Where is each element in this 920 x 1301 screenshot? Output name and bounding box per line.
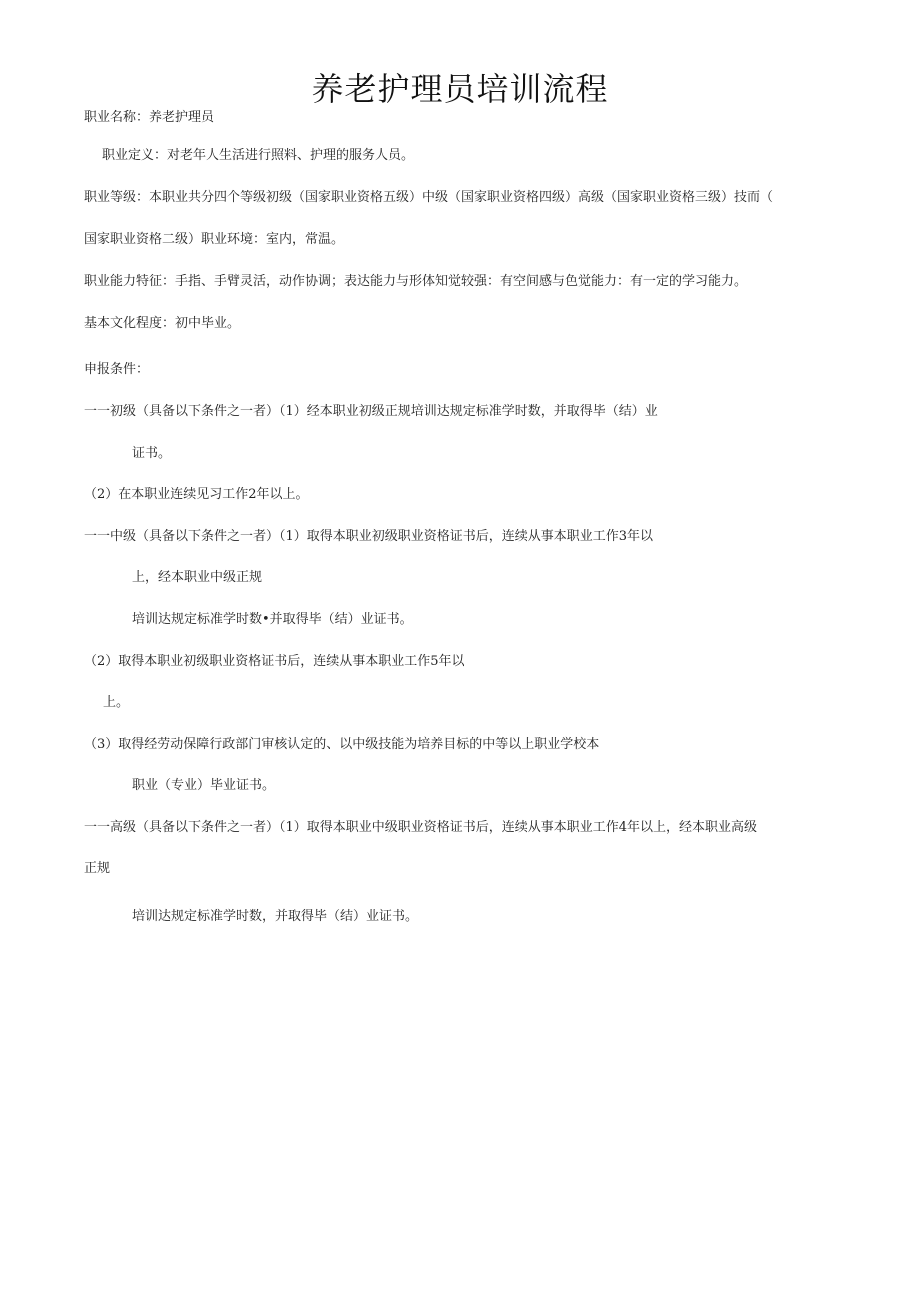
senior-level-condition-1-continued: 正规 bbox=[84, 861, 111, 876]
occupation-ability: 职业能力特征：手指、手臂灵活，动作协调；表达能力与形体知觉较强：有空间感与色觉能力：有一定的学习能力。 bbox=[84, 274, 748, 289]
senior-level-condition-1-continued-2: 培训达规定标准学时数，并取得毕（结）业证书。 bbox=[132, 909, 419, 924]
intermediate-level-condition-2-continued: 上。 bbox=[103, 695, 130, 710]
intermediate-level-condition-1-continued: 上，经本职业中级正规 bbox=[132, 570, 263, 585]
junior-level-condition-1: 一一初级（具备以下条件之一者）（1）经本职业初级正规培训达规定标准学时数，并取得毕（结）业 bbox=[84, 404, 658, 419]
junior-level-condition-1-continued: 证书。 bbox=[132, 446, 172, 461]
junior-level-condition-2: （2）在本职业连续见习工作2年以上。 bbox=[84, 487, 309, 502]
occupation-definition: 职业定义：对老年人生活进行照料、护理的服务人员。 bbox=[102, 148, 415, 163]
intermediate-level-condition-2: （2）取得本职业初级职业资格证书后，连续从事本职业工作5年以 bbox=[84, 654, 465, 669]
intermediate-level-condition-3-continued: 职业（专业）毕业证书。 bbox=[132, 778, 276, 793]
document-title: 养老护理员培训流程 bbox=[311, 70, 609, 109]
senior-level-condition-1: 一一高级（具备以下条件之一者）（1）取得本职业中级职业资格证书后，连续从事本职业工作4年以上，经本职业高级 bbox=[84, 820, 758, 835]
occupation-levels: 职业等级：本职业共分四个等级初级（国家职业资格五级）中级（国家职业资格四级）高级（国家职业资格三级）技而（ bbox=[84, 190, 774, 205]
occupation-levels-continued: 国家职业资格二级）职业环境：室内，常温。 bbox=[84, 232, 345, 247]
intermediate-level-condition-1-continued-2: 培训达规定标准学时数•并取得毕（结）业证书。 bbox=[132, 612, 413, 627]
intermediate-level-condition-1: 一一中级（具备以下条件之一者）（1）取得本职业初级职业资格证书后，连续从事本职业工作3年以 bbox=[84, 529, 654, 544]
education-level: 基本文化程度：初中毕业。 bbox=[84, 316, 241, 331]
application-conditions-heading: 申报条件： bbox=[84, 362, 150, 377]
occupation-name: 职业名称：养老护理员 bbox=[84, 110, 215, 125]
intermediate-level-condition-3: （3）取得经劳动保障行政部门审核认定的、以中级技能为培养目标的中等以上职业学校本 bbox=[84, 737, 600, 752]
